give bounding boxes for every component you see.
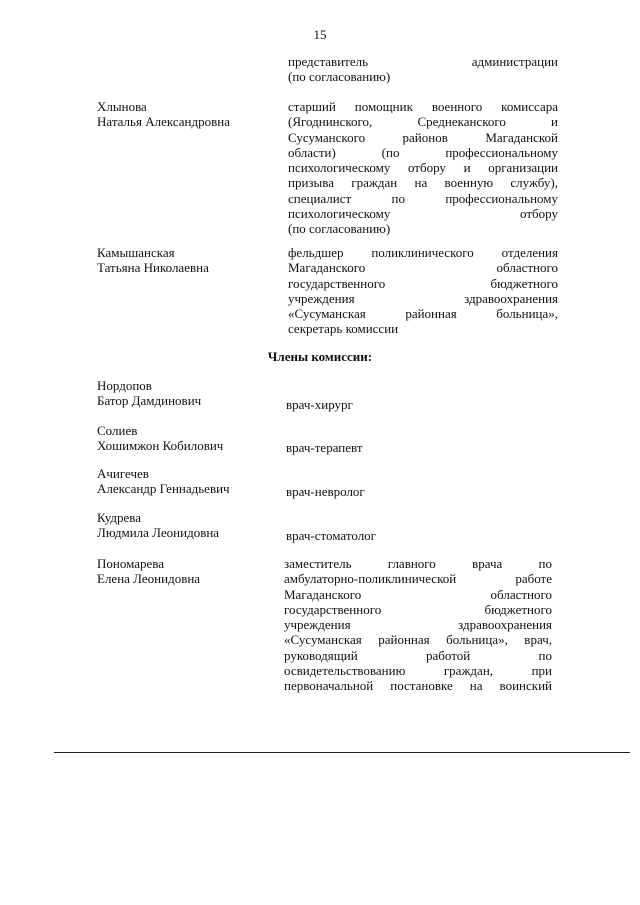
role-line: Магаданского областного — [284, 586, 552, 602]
member-role-achigechev: врач-невролог — [286, 484, 365, 499]
member-role-nordopov: врач-хирург — [286, 397, 353, 412]
role-line: старший помощник военного комиссара — [288, 99, 558, 114]
role-line: специалист по профессиональному — [288, 190, 558, 206]
role-line: государственного бюджетного — [288, 275, 558, 291]
role-line: представитель администрации — [288, 54, 558, 69]
role-line: призыва граждан на военную службу), — [288, 175, 558, 191]
given-names: Наталья Александровна — [97, 114, 230, 129]
member-name-achigechev — [97, 466, 230, 496]
role-line: учреждения здравоохранения — [284, 617, 552, 633]
surname: Кудрева — [97, 510, 141, 525]
members-heading: Члены комиссии: — [267, 349, 373, 364]
role-line: заместитель главного врача по — [284, 556, 552, 571]
given-names: Елена Леонидовна — [97, 571, 201, 586]
role-line: Сусуманского районов Магаданской — [288, 129, 558, 145]
member-role-kudreva: врач-стоматолог — [286, 528, 377, 543]
staff-name-kamyshanskaya — [97, 245, 209, 275]
role-line: руководящий работой по — [284, 647, 552, 663]
role-line: амбулаторно-поликлинической работе — [284, 571, 552, 587]
surname: Ачигечев — [97, 466, 149, 481]
member-name-soliev — [97, 423, 223, 453]
member-role-soliev: врач-терапевт — [286, 440, 363, 455]
role-line: фельдшер поликлинического отделения — [288, 245, 558, 260]
page-bottom-rule — [54, 752, 630, 753]
role-line: «Сусуманская районная больница», врач, — [284, 632, 552, 648]
staff-name-khlynova — [97, 99, 230, 129]
role-line: (Ягоднинского, Среднеканского и — [288, 114, 558, 130]
given-names: Хошимжон Кобилович — [97, 438, 224, 453]
surname: Камышанская — [97, 245, 175, 260]
surname: Пономарева — [97, 556, 165, 571]
given-names: Александр Геннадьевич — [97, 481, 230, 496]
role-line: (по согласованию) — [288, 69, 391, 85]
member-name-nordopov — [97, 378, 201, 408]
given-names: Людмила Леонидовна — [97, 525, 220, 540]
surname: Хлынова — [97, 99, 147, 114]
staff-role-kamyshanskaya — [288, 245, 558, 337]
role-line: психологическому отбору и организации — [288, 160, 558, 176]
given-names: Татьяна Николаевна — [97, 260, 209, 275]
role-line: государственного бюджетного — [284, 601, 552, 617]
role-line: психологическому отбору — [288, 206, 558, 222]
member-name-ponomareva — [97, 556, 200, 586]
role-line: учреждения здравоохранения — [288, 290, 558, 306]
member-role-ponomareva — [284, 556, 552, 694]
top-role-text — [288, 54, 558, 85]
surname: Нордопов — [97, 378, 152, 393]
role-line: (по согласованию) — [288, 221, 391, 237]
role-line: секретарь комиссии — [288, 321, 399, 337]
role-line: Магаданского областного — [288, 260, 558, 276]
role-line: «Сусуманская районная больница», — [288, 306, 558, 322]
page-number: 15 — [313, 27, 327, 42]
surname: Солиев — [97, 423, 138, 438]
role-line: области) (по профессиональному — [288, 144, 558, 160]
member-name-kudreva — [97, 510, 219, 540]
role-line: освидетельствованию граждан, при — [284, 663, 552, 679]
given-names: Батор Дамдинович — [97, 393, 202, 408]
staff-role-khlynova — [288, 99, 558, 237]
role-line: первоначальной постановке на воинский — [284, 678, 552, 694]
